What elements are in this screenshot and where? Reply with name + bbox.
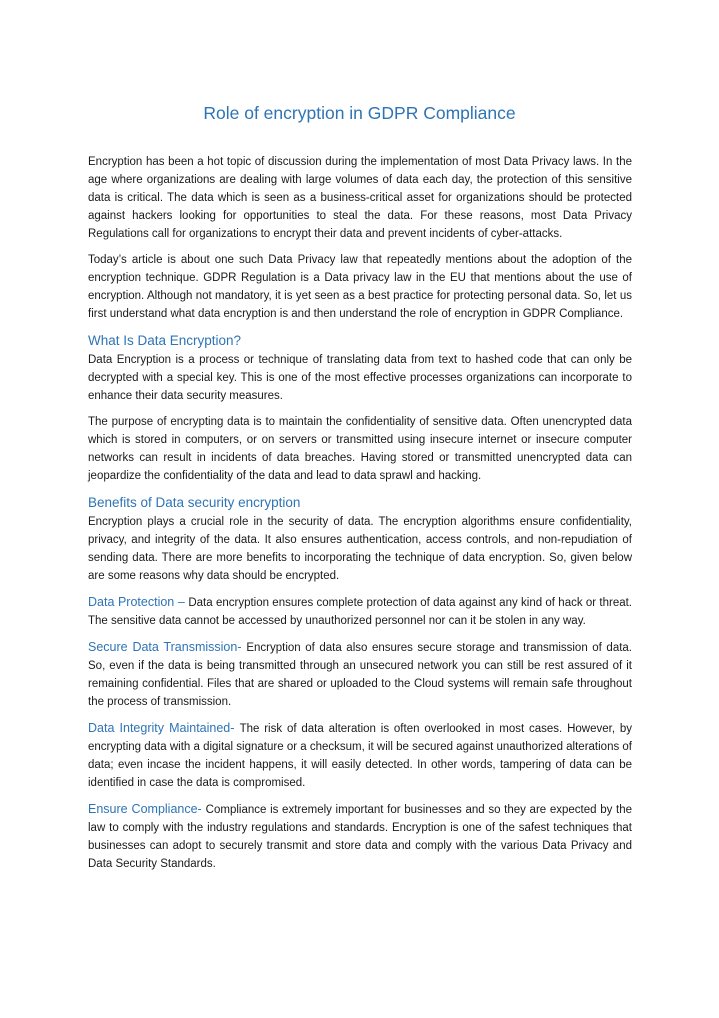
benefit-text: The risk of data alteration is often overlooked in most cases. However, by encrypting data with a digital signature or a checksum, it will be secured against unauthorized alterations of data; even incase the incident happens, it will easily detected. In other words, tampering of data can be identified in case the data is compromised. — [88, 723, 633, 789]
section-heading-what-is-encryption: What Is Data Encryption? — [88, 333, 242, 348]
benefit-secure-transmission — [88, 638, 632, 711]
intro-paragraph-1: Encryption has been a hot topic of discussion during the implementation of most Data Privacy laws. In the age where organizations are dealing with large volumes of data each day, the protection of this sensitive data is critical. The data which is seen as a business-critical asset for organizations should be protected against hackers looking for opportunities to steal the data. For these reasons, most Data Privacy Regulations call for organizations to encrypt their data and prevent incidents of cyber-attacks. — [88, 156, 632, 240]
benefit-lead: Ensure Compliance- — [88, 802, 206, 816]
section-heading-benefits: Benefits of Data security encryption — [88, 495, 301, 510]
document-title: Role of encryption in GDPR Compliance — [203, 103, 516, 123]
benefit-lead: Secure Data Transmission- — [88, 640, 247, 654]
benefit-lead: Data Protection – — [88, 595, 189, 609]
section1-paragraph-1: Data Encryption is a process or technique of translating data from text to hashed code that can only be decrypted with a special key. This is one of the most effective processes organizations can incorporate to enhance their data security measures. — [88, 354, 632, 402]
intro-paragraph-2: Today’s article is about one such Data Privacy law that repeatedly mentions about the adoption of the encryption technique. GDPR Regulation is a Data privacy law in the EU that mentions about the use of encryption. Although not mandatory, it is yet seen as a best practice for protecting personal data. So, let us first understand what data encryption is and then understand the role of encryption in GDPR Compliance. — [88, 254, 632, 320]
benefit-text: Encryption of data also ensures secure storage and transmission of data. So, even if the data is being transmitted through an unsecured network you can still be rest assured of it remaining confidential. Files that are shared or uploaded to the Cloud systems will remain safe throughout the process of transmission. — [88, 642, 633, 708]
section2-paragraph: Encryption plays a crucial role in the security of data. The encryption algorithms ensure confidentiality, privacy, and integrity of the data. It also ensures authentication, access controls, and non-repudiation of sending data. There are more benefits to incorporating the technique of data encryption. So, given below are some reasons why data should be encrypted. — [88, 516, 632, 582]
benefit-ensure-compliance — [88, 800, 632, 873]
benefit-data-protection — [88, 593, 632, 630]
document-body — [88, 153, 632, 881]
section1-paragraph-2: The purpose of encrypting data is to maintain the confidentiality of sensitive data. Often unencrypted data which is stored in computers, or on servers or transmitted using insecure internet or insecure computer networks can result in incidents of data breaches. Having stored or transmitted unencrypted data can jeopardize the confidentiality of the data and lead to data sprawl and hacking. — [88, 416, 632, 482]
benefit-text: Compliance is extremely important for businesses and so they are expected by the law to comply with the industry regulations and standards. Encryption is one of the safest techniques that businesses can adopt to securely transmit and store data and comply with the various Data Privacy and Data Security Standards. — [88, 804, 632, 870]
benefit-data-integrity — [88, 719, 632, 792]
benefit-text: Data encryption ensures complete protection of data against any kind of hack or threat. The sensitive data cannot be accessed by unauthorized personnel nor can it be stolen in any way. — [88, 597, 632, 627]
benefit-lead: Data Integrity Maintained- — [88, 721, 240, 735]
